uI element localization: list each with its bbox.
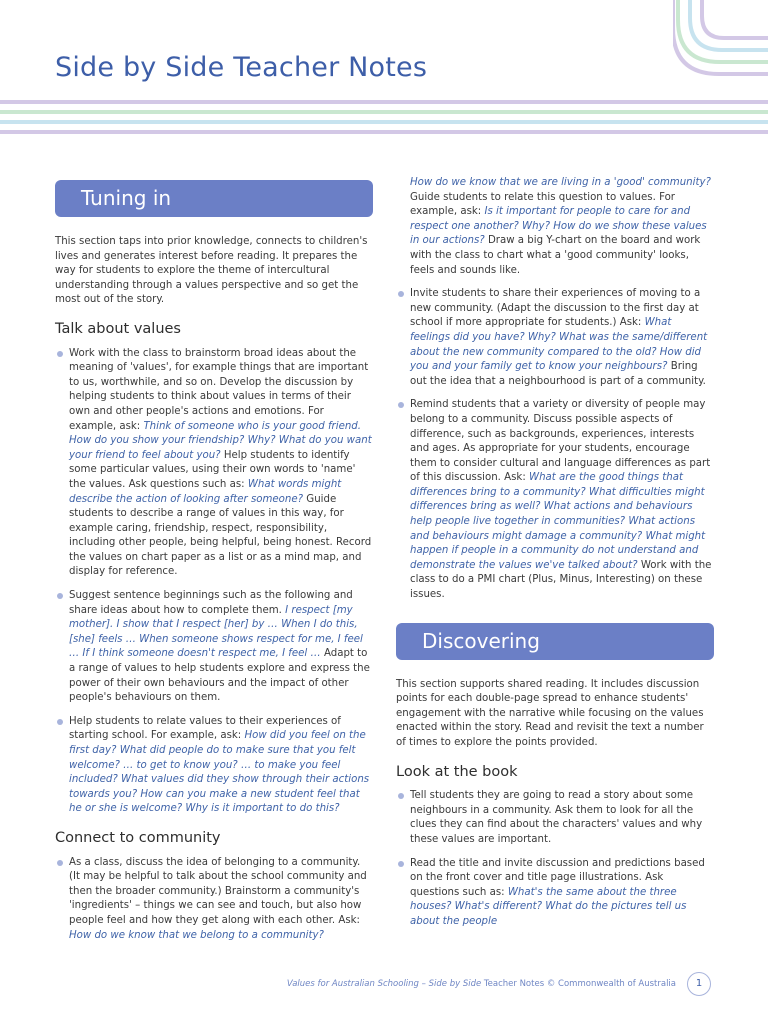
list-item: Suggest sentence beginnings such as the following and share ideas about how to complete them. I respect [my mother]. I show that I respect [her] by … When I do this, [she] feels … When someone shows respect for me, I feel … If I think someone doesn't respect me, I feel … Adapt to a range of values to help students explore and express the power of their own behaviours and the impact of other people's behaviours on them. bbox=[55, 589, 373, 706]
look-at-the-book-list bbox=[396, 789, 714, 929]
list-item: Invite students to share their experiences of moving to a new community. (Adapt the discussion to the first day at school if more appropriate for students.) Ask: What feelings did you have? Why? What was the same/different about the new community compared to the old? How did you and your family get to know your neighbours? Bring out the idea that a neighbourhood is part of a community. bbox=[396, 287, 714, 389]
connect-to-community-heading: Connect to community bbox=[55, 829, 221, 846]
footer-credit: Values for Australian Schooling – Side by Side Teacher Notes © Commonwealth of Australia bbox=[286, 979, 676, 989]
list-item: Help students to relate values to their experiences of starting school. For example, ask: How did you feel on the first day? What did people do to make sure that you felt welcome? … to get to know you? … to make you feel included? What values did they show through their actions towards you? How can you make a new student feel that he or she is welcome? Why is it important to do this? bbox=[55, 715, 373, 817]
tuning-in-intro: This section taps into prior knowledge, connects to children's lives and generates interest before reading. It prepares the way for students to explore the theme of intercultural understanding through a values perspective and so get the most out of the story. bbox=[55, 236, 368, 306]
list-item: As a class, discuss the idea of belonging to a community. (It may be helpful to talk about the school community and then the broader community.) Brainstorm a community's 'ingredients' – things we can see and touch, but also how people feel and how they get along with each other. Ask: How do we know that we belong to a community? bbox=[55, 856, 373, 944]
discovering-banner: Discovering bbox=[396, 623, 714, 660]
header-stripes bbox=[0, 100, 768, 140]
look-at-the-book-heading: Look at the book bbox=[396, 763, 518, 780]
corner-decoration bbox=[673, 0, 768, 82]
tuning-in-banner: Tuning in bbox=[55, 180, 373, 217]
right-column bbox=[396, 176, 714, 939]
list-item: Work with the class to brainstorm broad ideas about the meaning of 'values', for example things that are important to us, worthwhile, and so on. Develop the discussion by helping students to think about values in terms of their own and other people's actions and emotions. For example, ask: Think of someone who is your good friend. How do you show your friendship? Why? What do you want your friend to feel about you? Help students to identify some particular values, using their own words to 'name' the values. Ask questions such as: What words might describe the action of looking after someone? Guide students to describe a range of values in this way, for example caring, friendship, respect, responsibility, including other people, being helpful, being honest. Record the values on chart paper as a list or as a mind map, and display for reference. bbox=[55, 347, 373, 581]
page-title: Side by Side Teacher Notes bbox=[55, 52, 428, 83]
connect-to-community-list bbox=[55, 856, 373, 944]
list-item: Remind students that a variety or diversity of people may belong to a community. Discuss possible aspects of difference, such as backgrounds, experiences, interests and ages. As appropriate for your students, encourage them to consider cultural and language differences as part of this discussion. Ask: What are the good things that differences bring to a community? What difficulties might differences bring as well? What actions and behaviours help people live together in communities? What actions and behaviours might damage a community? What might happen if people in a community do not understand and demonstrate the values we've talked about? Work with the class to do a PMI chart (Plus, Minus, Interesting) on these issues. bbox=[396, 398, 714, 602]
community-continued-text: How do we know that we are living in a 'good' community? Guide students to relate this question to values. For example, ask: Is it important for people to care for and respect one another? Why? How do we show these values in our actions? Draw a big Y-chart on the board and work with the class to chart what a 'good community' looks, feels and sounds like. bbox=[410, 177, 711, 276]
list-item: Read the title and invite discussion and predictions based on the front cover and title page illustrations. Ask questions such as: What's the same about the three houses? What's different? What do the pictures tell us about the people bbox=[396, 857, 714, 930]
talk-about-values-list bbox=[55, 347, 373, 817]
talk-about-values-heading: Talk about values bbox=[55, 320, 181, 337]
left-column bbox=[55, 180, 373, 952]
list-item: Tell students they are going to read a story about some neighbours in a community. Ask them to look for all the clues they can find about the characters' values and why these values are important. bbox=[396, 789, 714, 847]
page-number: 1 bbox=[687, 972, 711, 996]
community-list-continued bbox=[396, 287, 714, 602]
discovering-intro: This section supports shared reading. It includes discussion points for each double-page spread to enhance students' engagement with the narrative while focusing on the values enacted within the story. Read and revisit the text a number of times to explore the points provided. bbox=[396, 678, 704, 748]
